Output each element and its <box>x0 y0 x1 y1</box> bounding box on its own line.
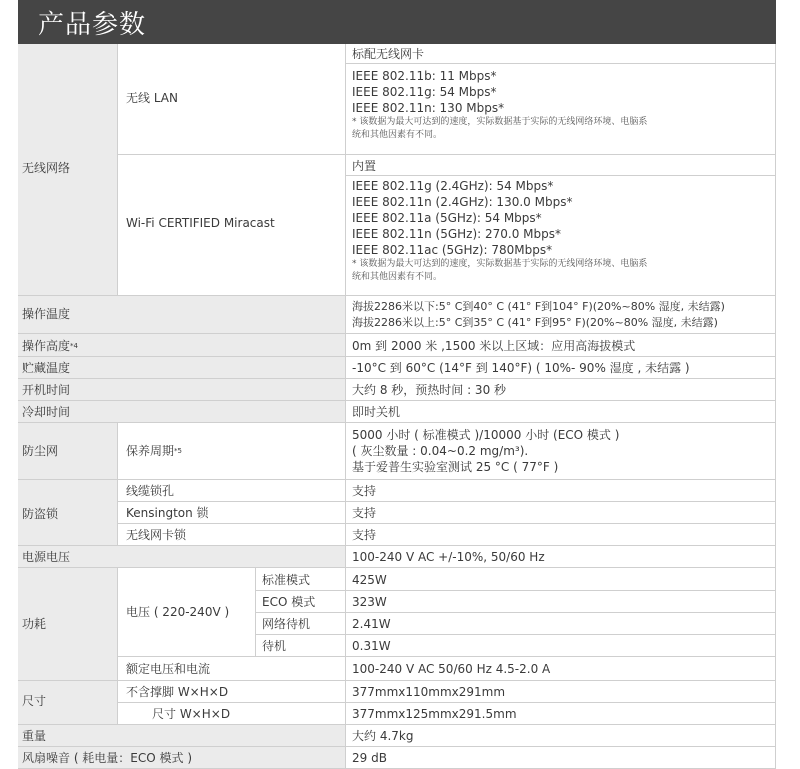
weight-value: 大约 4.7kg <box>352 729 414 743</box>
dust-value-cell <box>346 423 776 480</box>
theft-row-label: 线缆锁孔 <box>126 484 175 498</box>
dust-line: 基于爱普生实验室测试 25 °C ( 77°F ) <box>352 460 559 474</box>
wireless-lan-type-cell <box>346 44 776 64</box>
theft-row-text: 支持 <box>352 506 377 520</box>
theft-row-value <box>346 524 776 546</box>
miracast-specs-cell <box>346 176 776 296</box>
startup-label: 开机时间 <box>22 383 71 397</box>
op-temp-value-cell <box>346 296 776 334</box>
power-rated-label-cell <box>118 657 346 681</box>
footnote-line: 统和其他因素有不同。 <box>352 130 443 140</box>
miracast-type: 内置 <box>352 159 377 173</box>
spec-line: IEEE 802.11a (5GHz): 54 Mbps* <box>352 211 542 225</box>
cooldown-label-cell <box>18 401 346 423</box>
power-rated-value-cell <box>346 657 776 681</box>
power-mode-name <box>256 613 346 635</box>
spec-line: IEEE 802.11b: 11 Mbps* <box>352 69 497 83</box>
theft-row-label: Kensington 锁 <box>126 506 209 520</box>
size-row1-label: 不含撑脚 W×H×D <box>126 685 229 699</box>
theft-row-text: 支持 <box>352 484 377 498</box>
size-label: 尺寸 <box>22 694 47 708</box>
theft-row-label: 无线网卡锁 <box>126 528 187 542</box>
wireless-label-cell <box>18 44 118 296</box>
startup-value-cell <box>346 379 776 401</box>
miracast-type-cell <box>346 155 776 176</box>
weight-label: 重量 <box>22 729 47 743</box>
power-volt-label: 电压 ( 220-240V ) <box>126 605 230 619</box>
footnote-line: * 该数据为最大可达到的速度，实际数据基于实际的无线网络环境、电脑系 <box>352 117 648 127</box>
weight-label-cell <box>18 725 346 747</box>
size-row2-label: 尺寸 W×H×D <box>152 707 231 721</box>
power-mode-name <box>256 568 346 591</box>
size-row1-label-cell <box>118 681 346 703</box>
dust-label: 防尘网 <box>22 444 59 458</box>
wireless-label: 无线网络 <box>22 161 71 175</box>
power-mode-label: 标准模式 <box>262 573 311 587</box>
noise-value: 29 dB <box>352 751 387 765</box>
dust-sub-label: 保养周期 <box>126 444 175 458</box>
power-mode-text: 425W <box>352 573 387 587</box>
spec-line: IEEE 802.11n (2.4GHz): 130.0 Mbps* <box>352 195 573 209</box>
op-temp-line: 海拔2286米以下:5° C到40° C (41° F到104° F)(20%~80% 湿度, 未结露) <box>352 300 725 313</box>
wireless-lan-label-cell <box>118 44 346 155</box>
theft-row-name <box>118 502 346 524</box>
power-mode-name <box>256 591 346 613</box>
power-rated-label: 额定电压和电流 <box>126 662 211 676</box>
power-mode-value <box>346 635 776 657</box>
theft-row-value <box>346 480 776 502</box>
power-label-cell <box>18 568 118 681</box>
power-mode-label: ECO 模式 <box>262 595 316 609</box>
power-mode-text: 2.41W <box>352 617 391 631</box>
op-temp-label: 操作温度 <box>22 307 71 321</box>
power-mode-label: 网络待机 <box>262 617 311 631</box>
dust-label-cell <box>18 423 118 480</box>
op-temp-label-cell <box>18 296 346 334</box>
theft-row-name <box>118 480 346 502</box>
op-alt-value-cell <box>346 334 776 357</box>
voltage-label-cell <box>18 546 346 568</box>
footnote-marker: *4 <box>70 342 78 350</box>
power-mode-text: 0.31W <box>352 639 391 653</box>
op-alt-label-cell <box>18 334 346 357</box>
spec-line: IEEE 802.11n (5GHz): 270.0 Mbps* <box>352 227 561 241</box>
power-mode-value <box>346 613 776 635</box>
op-alt-label: 操作高度 <box>22 339 71 353</box>
power-rated-value: 100-240 V AC 50/60 Hz 4.5-2.0 A <box>352 662 551 676</box>
page-title: 产品参数 <box>38 10 147 40</box>
op-alt-value: 0m 到 2000 米 ,1500 米以上区域：应用高海拔模式 <box>352 339 636 353</box>
storage-temp-value-cell <box>346 357 776 379</box>
power-mode-name <box>256 635 346 657</box>
noise-value-cell <box>346 747 776 769</box>
dust-sub-cell <box>118 423 346 480</box>
page-header <box>18 0 776 44</box>
power-volt-cell <box>118 568 256 657</box>
footnote-marker: *5 <box>174 447 182 455</box>
size-row2-value-cell <box>346 703 776 725</box>
theft-row-text: 支持 <box>352 528 377 542</box>
power-mode-text: 323W <box>352 595 387 609</box>
spec-line: IEEE 802.11n: 130 Mbps* <box>352 101 505 115</box>
weight-value-cell <box>346 725 776 747</box>
cooldown-label: 冷却时间 <box>22 405 71 419</box>
startup-label-cell <box>18 379 346 401</box>
footnote-line: 统和其他因素有不同。 <box>352 272 443 282</box>
storage-temp-value: -10°C 到 60°C (14°F 到 140°F) ( 10%- 90% 湿度 , 未结露 ) <box>352 361 690 375</box>
wireless-lan-label: 无线 LAN <box>126 91 178 105</box>
miracast-label: Wi-Fi CERTIFIED Miracast <box>126 216 275 230</box>
cooldown-value: 即时关机 <box>352 405 401 419</box>
power-label: 功耗 <box>22 617 47 631</box>
noise-label-cell <box>18 747 346 769</box>
voltage-value: 100-240 V AC +/-10%, 50/60 Hz <box>352 550 545 564</box>
size-row2-label-cell <box>118 703 346 725</box>
theft-label: 防盗锁 <box>22 507 59 521</box>
op-temp-line: 海拔2286米以上:5° C到35° C (41° F到95° F)(20%~80% 湿度, 未结露) <box>352 316 718 329</box>
size-row1-value: 377mmx110mmx291mm <box>352 685 506 699</box>
cooldown-value-cell <box>346 401 776 423</box>
storage-temp-label-cell <box>18 357 346 379</box>
footnote-line: * 该数据为最大可达到的速度，实际数据基于实际的无线网络环境、电脑系 <box>352 259 648 269</box>
power-mode-value <box>346 591 776 613</box>
power-mode-value <box>346 568 776 591</box>
dust-line: ( 灰尘数量 : 0.04~0.2 mg/m³). <box>352 444 529 458</box>
theft-row-name <box>118 524 346 546</box>
wireless-lan-specs-cell <box>346 64 776 155</box>
noise-label: 风扇噪音 ( 耗电量：ECO 模式 ) <box>22 751 193 765</box>
spec-line: IEEE 802.11g (2.4GHz): 54 Mbps* <box>352 179 554 193</box>
size-row1-value-cell <box>346 681 776 703</box>
power-mode-label: 待机 <box>262 639 287 653</box>
startup-value: 大约 8 秒，预热时间 : 30 秒 <box>352 383 507 397</box>
spec-line: IEEE 802.11ac (5GHz): 780Mbps* <box>352 243 553 257</box>
voltage-label: 电源电压 <box>22 550 71 564</box>
miracast-label-cell <box>118 155 346 296</box>
size-label-cell <box>18 681 118 725</box>
storage-temp-label: 贮藏温度 <box>22 361 71 375</box>
dust-line: 5000 小时 ( 标准模式 )/10000 小时 (ECO 模式 ) <box>352 428 620 442</box>
voltage-value-cell <box>346 546 776 568</box>
theft-row-value <box>346 502 776 524</box>
spec-line: IEEE 802.11g: 54 Mbps* <box>352 85 497 99</box>
theft-label-cell <box>18 480 118 546</box>
wireless-lan-type: 标配无线网卡 <box>352 47 425 61</box>
size-row2-value: 377mmx125mmx291.5mm <box>352 707 517 721</box>
